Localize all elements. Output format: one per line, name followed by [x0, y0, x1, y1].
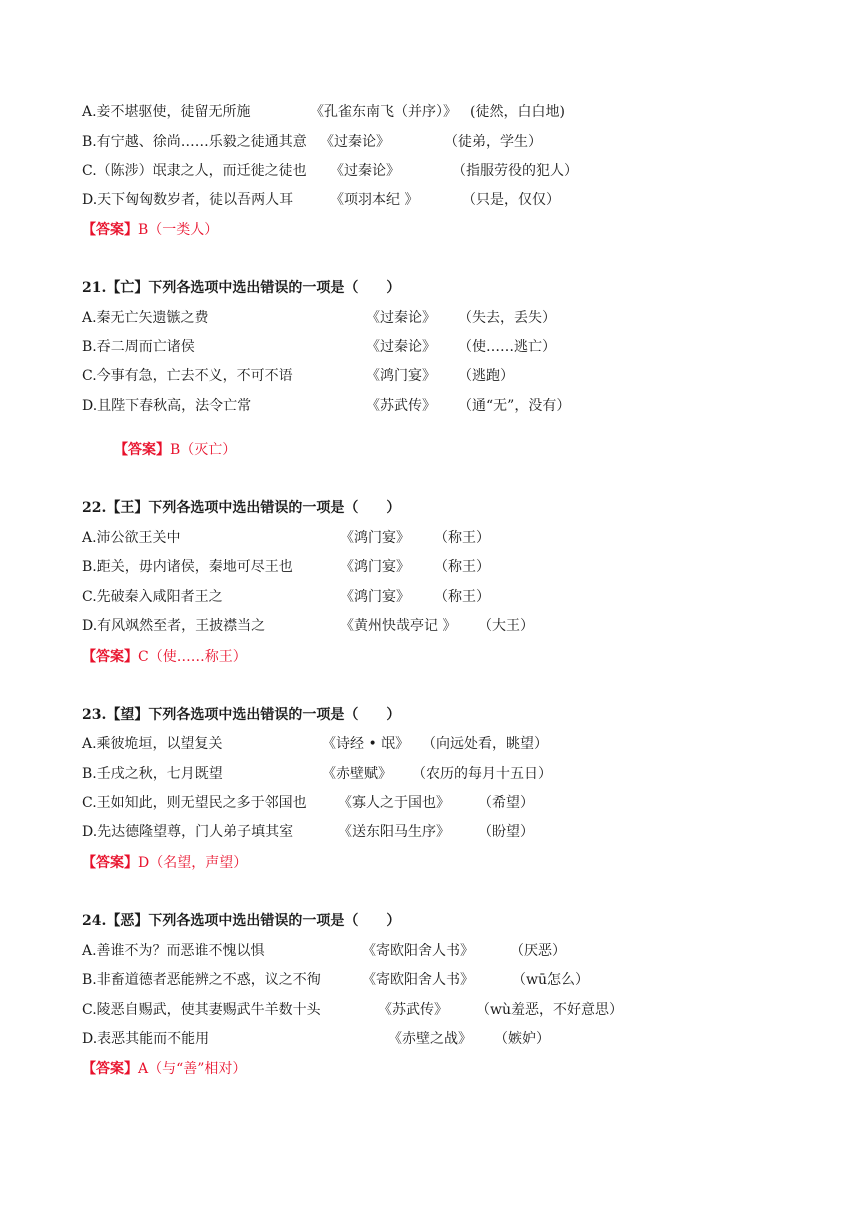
answer-value: A（与“善”相对）	[138, 1061, 247, 1077]
option-meaning: （徒弟，学生）	[444, 134, 542, 150]
option-source: 《过秦论》	[366, 339, 436, 355]
option-meaning: （wū怎么）	[512, 972, 589, 988]
option-meaning: （逃跑）	[458, 368, 514, 384]
option-text: B.吞二周而亡诸侯	[82, 339, 195, 355]
option-text: A.妾不堪驱使，徒留无所施	[82, 104, 251, 120]
answer-label: 【答案】	[82, 855, 138, 871]
answer-line	[82, 1057, 246, 1081]
option-source: 《过秦论》	[366, 310, 436, 326]
option-meaning: （wù羞恶，不好意思）	[476, 1002, 623, 1018]
option-text: D.先达德隆望尊，门人弟子填其室	[82, 824, 294, 840]
option-meaning: （希望）	[478, 795, 534, 811]
option-source: 《孔雀东南飞（并序）》	[310, 104, 457, 120]
option-source: 《黄州快哉亭记 》	[340, 618, 457, 634]
option-source: 《诗经 • 氓》	[322, 736, 410, 752]
option-text: C.（陈涉）氓隶之人，而迁徙之徒也	[82, 163, 307, 179]
option-meaning: （称王）	[434, 530, 490, 546]
option-meaning: (徒然，白白地)	[470, 104, 565, 120]
option-text: C.今事有急，亡去不义，不可不语	[82, 368, 293, 384]
option-source: 《项羽本纪 》	[330, 192, 419, 208]
option-source: 《寡人之于国也》	[338, 795, 450, 811]
option-text: A.秦无亡矢遗镞之费	[82, 310, 209, 326]
option-text: D.且陛下春秋高，法令亡常	[82, 398, 252, 414]
answer-label: 【答案】	[82, 649, 138, 665]
option-source: 《送东阳马生序》	[338, 824, 450, 840]
option-text: D.表恶其能而不能用	[82, 1031, 210, 1047]
option-text: B.非畜道德者恶能辨之不惑，议之不徇	[82, 972, 321, 988]
option-source: 《苏武传》	[366, 398, 436, 414]
option-text: C.陵恶自赐武，使其妻赐武牛羊数十头	[82, 1002, 321, 1018]
option-source: 《寄欧阳舍人书》	[362, 972, 474, 988]
option-meaning: （失去，丢失）	[458, 310, 556, 326]
option-text: B.距关，毋内诸侯，秦地可尽王也	[82, 559, 293, 575]
option-meaning: （称王）	[434, 589, 490, 605]
question-title: 24.【恶】下列各选项中选出错误的一项是（ ）	[82, 913, 401, 929]
option-text: A.乘彼垝垣，以望复关	[82, 736, 223, 752]
answer-line	[114, 438, 236, 462]
option-meaning: （盼望）	[478, 824, 534, 840]
answer-line	[82, 218, 218, 242]
option-source: 《过秦论》	[330, 163, 400, 179]
option-text: D.有风飒然至者，王披襟当之	[82, 618, 266, 634]
answer-label: 【答案】	[82, 1061, 138, 1077]
answer-label: 【答案】	[114, 442, 170, 458]
option-text: C.先破秦入咸阳者王之	[82, 589, 223, 605]
answer-label: 【答案】	[82, 222, 138, 238]
option-meaning: （大王）	[478, 618, 534, 634]
option-meaning: （嫉妒）	[494, 1031, 550, 1047]
option-meaning: （厌恶）	[510, 943, 566, 959]
answer-value: B（一类人）	[138, 222, 219, 238]
option-meaning: （称王）	[434, 559, 490, 575]
option-source: 《鸿门宴》	[340, 530, 410, 546]
option-text: B.有宁越、徐尚……乐毅之徒通其意	[82, 134, 307, 150]
option-text: D.天下匈匈数岁者，徒以吾两人耳	[82, 192, 294, 208]
question-title: 21.【亡】下列各选项中选出错误的一项是（ ）	[82, 280, 401, 296]
option-source: 《鸿门宴》	[340, 589, 410, 605]
option-meaning: （只是，仅仅）	[462, 192, 560, 208]
option-source: 《赤壁赋》	[322, 766, 392, 782]
option-source: 《鸿门宴》	[366, 368, 436, 384]
answer-line	[82, 851, 247, 875]
answer-value: C（使……称王）	[138, 649, 247, 665]
option-meaning: （指服劳役的犯人）	[452, 163, 578, 179]
option-source: 《鸿门宴》	[340, 559, 410, 575]
option-meaning: （农历的每月十五日）	[412, 766, 552, 782]
answer-value: D（名望，声望）	[138, 855, 248, 871]
option-meaning: （使……逃亡）	[458, 339, 556, 355]
option-source: 《赤壁之战》	[388, 1031, 472, 1047]
option-text: A.善谁不为？而恶谁不愧以惧	[82, 943, 265, 959]
answer-line	[82, 645, 247, 669]
answer-value: B（灭亡）	[170, 442, 237, 458]
option-text: C.王如知此，则无望民之多于邻国也	[82, 795, 307, 811]
option-meaning: （向远处看，眺望）	[422, 736, 548, 752]
option-source: 《过秦论》	[320, 134, 390, 150]
option-source: 《寄欧阳舍人书》	[362, 943, 474, 959]
option-text: A.沛公欲王关中	[82, 530, 181, 546]
option-text: B.壬戌之秋，七月既望	[82, 766, 223, 782]
option-source: 《苏武传》	[378, 1002, 448, 1018]
question-title: 23.【望】下列各选项中选出错误的一项是（ ）	[82, 707, 401, 723]
question-title: 22.【王】下列各选项中选出错误的一项是（ ）	[82, 500, 401, 516]
option-meaning: （通“无”，没有）	[458, 398, 571, 414]
